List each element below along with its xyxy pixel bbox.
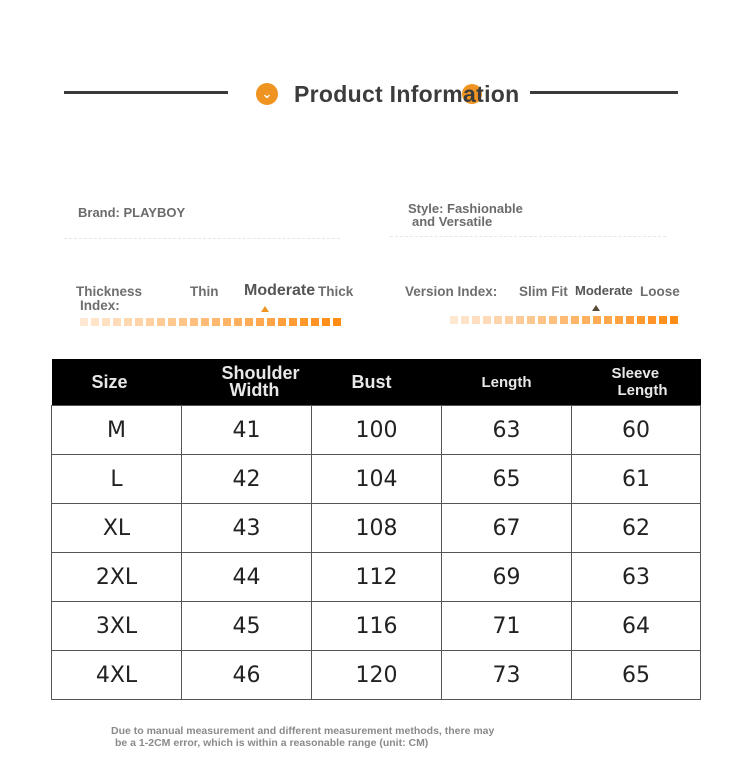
- scale-segment: [637, 316, 645, 324]
- version-option-loose: Loose: [640, 284, 680, 299]
- scale-segment: [190, 318, 198, 326]
- scale-segment: [289, 318, 297, 326]
- table-row: [52, 504, 701, 553]
- header-sleeve-line1: Sleeve: [611, 365, 660, 382]
- table-cell: 45: [182, 602, 312, 651]
- scale-segment: [571, 316, 579, 324]
- table-row: [52, 553, 701, 602]
- style-label-line2: and Versatile: [412, 214, 493, 229]
- scale-segment: [516, 316, 524, 324]
- scale-segment: [80, 318, 88, 326]
- table-cell: 3XL: [52, 602, 182, 651]
- scale-segment: [179, 318, 187, 326]
- header-shoulder-line1: Shoulder: [221, 363, 300, 383]
- scale-segment: [267, 318, 275, 326]
- table-cell: 65: [442, 455, 572, 504]
- table-cell: 61: [572, 455, 701, 504]
- header-shoulder-width: [182, 359, 312, 406]
- scale-segment: [278, 318, 286, 326]
- scale-segment: [311, 318, 319, 326]
- measurement-note: [111, 725, 581, 749]
- table-row: [52, 455, 701, 504]
- scale-segment: [582, 316, 590, 324]
- scale-segment: [223, 318, 231, 326]
- header-bust: Bust: [312, 359, 442, 406]
- scale-segment: [461, 316, 469, 324]
- scale-segment: [626, 316, 634, 324]
- table-cell: 120: [312, 651, 442, 700]
- scale-segment: [450, 316, 458, 324]
- table-cell: 112: [312, 553, 442, 602]
- scale-segment: [560, 316, 568, 324]
- table-cell: 65: [572, 651, 701, 700]
- scale-segment: [670, 316, 678, 324]
- table-header-row: [52, 359, 701, 406]
- scale-segment: [659, 316, 667, 324]
- table-cell: 42: [182, 455, 312, 504]
- thickness-label-line1: Thickness: [76, 284, 143, 299]
- table-cell: 44: [182, 553, 312, 602]
- scale-segment: [113, 318, 121, 326]
- scale-segment: [483, 316, 491, 324]
- thickness-label-line2: Index:: [80, 298, 120, 313]
- scale-segment: [124, 318, 132, 326]
- scale-segment: [146, 318, 154, 326]
- scale-segment: [135, 318, 143, 326]
- brand-divider: [64, 238, 340, 239]
- style-label-line1: Style: Fashionable: [408, 201, 523, 216]
- scale-segment: [212, 318, 220, 326]
- table-cell: 73: [442, 651, 572, 700]
- table-cell: XL: [52, 504, 182, 553]
- header-rule-right: [530, 91, 678, 94]
- table-cell: 63: [572, 553, 701, 602]
- brand-label: Brand: PLAYBOY: [78, 205, 186, 220]
- scale-segment: [102, 318, 110, 326]
- scale-segment: [604, 316, 612, 324]
- scale-segment: [322, 318, 330, 326]
- table-cell: 108: [312, 504, 442, 553]
- thickness-option-thick: Thick: [318, 284, 354, 299]
- table-cell: 63: [442, 406, 572, 455]
- table-cell: 100: [312, 406, 442, 455]
- scale-segment: [333, 318, 341, 326]
- version-marker-icon: [592, 305, 600, 311]
- scale-segment: [168, 318, 176, 326]
- size-chart-table: [51, 359, 701, 700]
- table-row: [52, 406, 701, 455]
- scale-segment: [538, 316, 546, 324]
- scale-segment: [648, 316, 656, 324]
- header-length: Length: [442, 359, 572, 406]
- table-cell: 46: [182, 651, 312, 700]
- table-cell: 64: [572, 602, 701, 651]
- scale-segment: [593, 316, 601, 324]
- scale-segment: [472, 316, 480, 324]
- table-cell: 41: [182, 406, 312, 455]
- table-cell: 62: [572, 504, 701, 553]
- scale-segment: [234, 318, 242, 326]
- table-cell: 71: [442, 602, 572, 651]
- table-cell: M: [52, 406, 182, 455]
- table-cell: 69: [442, 553, 572, 602]
- scale-segment: [300, 318, 308, 326]
- scale-segment: [527, 316, 535, 324]
- table-cell: 104: [312, 455, 442, 504]
- version-scale-bar: [450, 316, 678, 324]
- table-cell: 116: [312, 602, 442, 651]
- thickness-scale-bar: [80, 318, 341, 326]
- scale-segment: [245, 318, 253, 326]
- table-cell: 60: [572, 406, 701, 455]
- header-sleeve-line2: Length: [617, 382, 668, 399]
- scale-segment: [505, 316, 513, 324]
- header-sleeve-length: [572, 359, 701, 406]
- chevron-down-icon: ⌄: [256, 83, 278, 105]
- header-size: Size: [52, 359, 182, 406]
- table-cell: 43: [182, 504, 312, 553]
- table-cell: 2XL: [52, 553, 182, 602]
- thickness-marker-icon: [261, 306, 269, 312]
- thickness-option-moderate: Moderate: [244, 282, 316, 299]
- scale-segment: [201, 318, 209, 326]
- table-cell: 4XL: [52, 651, 182, 700]
- scale-segment: [256, 318, 264, 326]
- header-rule-left: [64, 91, 228, 94]
- table-cell: L: [52, 455, 182, 504]
- header-shoulder-line2: Width: [229, 380, 280, 400]
- scale-segment: [549, 316, 557, 324]
- page-title: Product Information: [294, 81, 520, 107]
- note-line1: Due to manual measurement and different measurement methods, there may: [111, 725, 495, 737]
- scale-segment: [615, 316, 623, 324]
- note-line2: be a 1-2CM error, which is within a reasonable range (unit: CM): [115, 737, 429, 749]
- table-cell: 67: [442, 504, 572, 553]
- scale-segment: [157, 318, 165, 326]
- scale-segment: [91, 318, 99, 326]
- thickness-option-thin: Thin: [190, 284, 219, 299]
- scale-segment: [494, 316, 502, 324]
- table-row: [52, 602, 701, 651]
- style-divider: [390, 236, 666, 237]
- version-option-slim: Slim Fit: [519, 284, 568, 299]
- version-option-moderate: Moderate: [575, 283, 633, 298]
- table-row: [52, 651, 701, 700]
- version-label: Version Index:: [405, 284, 498, 299]
